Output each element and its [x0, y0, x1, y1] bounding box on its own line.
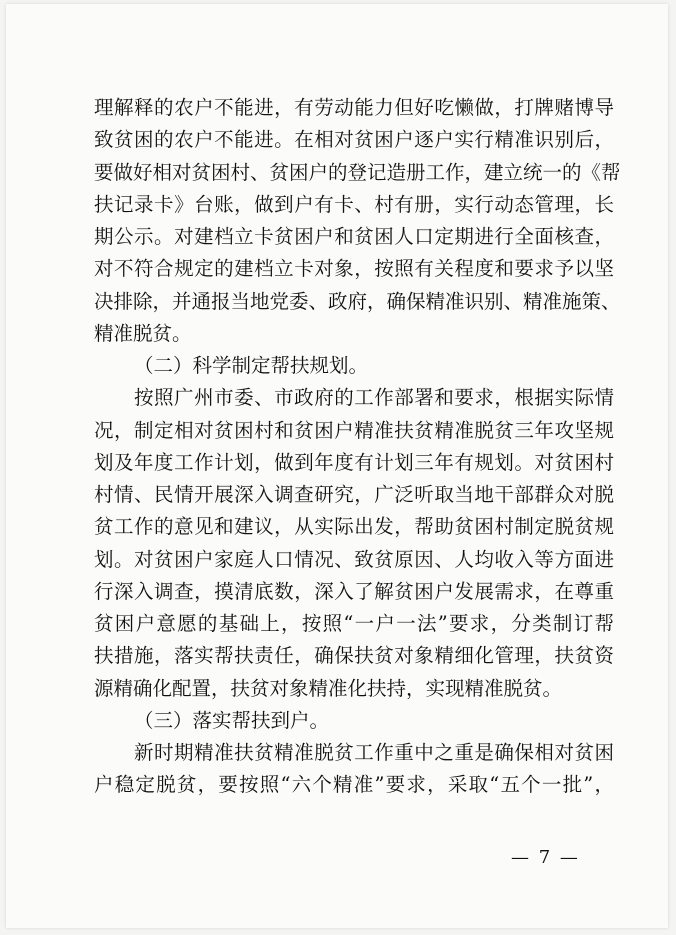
text-line: 源精确化配置，扶贫对象精准化扶持，实现精准脱贫。	[94, 676, 563, 700]
text-line: 要做好相对贫困村、贫困户的登记造册工作，建立统一的《帮	[94, 160, 621, 184]
text-line: 划。对贫困户家庭人口情况、致贫原因、人均收入等方面进	[94, 547, 614, 571]
text-line: 新时期精准扶贫精准脱贫工作重中之重是确保相对贫困	[134, 741, 614, 764]
document-page	[6, 4, 668, 928]
page-number: — 7 —	[511, 847, 580, 868]
text-line: 致贫困的农户不能进。在相对贫困户逐户实行精准识别后，	[94, 128, 614, 152]
text-line: 期公示。对建档立卡贫困户和贫困人口定期进行全面核查，	[94, 225, 614, 248]
text-line: 村情、民情开展深入调查研究，广泛听取当地干部群众对脱	[94, 483, 614, 506]
text-line: 户稳定脱贫，要按照“六个精准”要求，采取“五个一批”，	[94, 773, 614, 797]
text-line: 行深入调查，摸清底数，深入了解贫困户发展需求，在尊重	[94, 579, 614, 603]
text-line: 精准脱贫。	[94, 321, 192, 345]
section-heading: （三）落实帮扶到户。	[134, 708, 330, 732]
body-text	[94, 92, 621, 802]
text-line: 贫工作的意见和建议，从实际出发，帮助贫困村制定脱贫规	[94, 515, 614, 539]
text-line: 划及年度工作计划，做到年度有计划三年有规划。对贫困村	[94, 450, 614, 474]
section-heading: （二）科学制定帮扶规划。	[134, 354, 369, 377]
text-line: 贫困户意愿的基础上，按照“一户一法”要求，分类制订帮	[94, 612, 614, 635]
text-line: 扶措施，落实帮扶责任，确保扶贫对象精细化管理，扶贫资	[94, 644, 614, 668]
text-line: 理解释的农户不能进，有劳动能力但好吃懒做，打牌赌博导	[94, 96, 614, 119]
text-line: 对不符合规定的建档立卡对象，按照有关程度和要求予以坚	[94, 257, 614, 281]
text-line: 按照广州市委、市政府的工作部署和要求，根据实际情	[134, 386, 614, 410]
text-line: 决排除，并通报当地党委、政府，确保精准识别、精准施策、	[94, 289, 621, 313]
text-line: 扶记录卡》台账，做到户有卡、村有册，实行动态管理，长	[94, 192, 614, 216]
text-line: 况，制定相对贫困村和贫困户精准扶贫精准脱贫三年攻坚规	[94, 418, 614, 442]
